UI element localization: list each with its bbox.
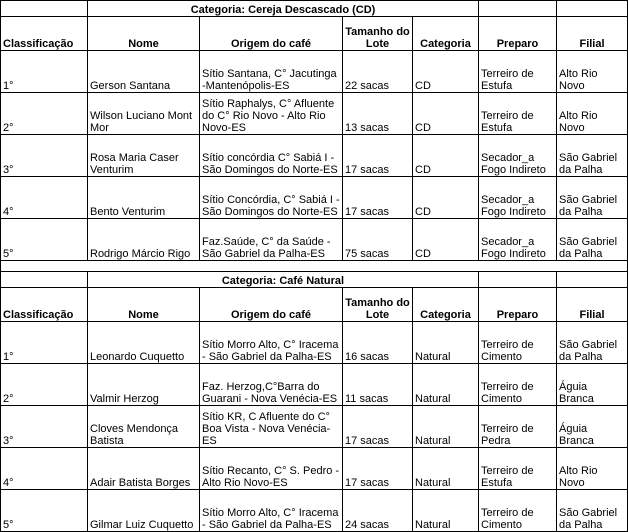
table-cell[interactable]: Sítio Morro Alto, C° Iracema - São Gabriel da Palha-ES xyxy=(200,322,343,364)
table-cell[interactable]: 24 sacas xyxy=(343,490,413,532)
table-cell[interactable]: 2° xyxy=(1,364,88,406)
column-header[interactable]: Origem do café xyxy=(200,288,343,322)
table-cell[interactable]: Sítio KR, C Afluente do C° Boa Vista - Nova Venécia-ES xyxy=(200,406,343,448)
table-row xyxy=(1,51,628,93)
blank-cell[interactable] xyxy=(1,1,88,17)
table-cell[interactable]: Faz.Saúde, C° da Saúde - São Gabriel da Palha-ES xyxy=(200,219,343,261)
table-cell[interactable]: Secador_a Fogo Indireto xyxy=(479,219,557,261)
column-header[interactable]: Preparo xyxy=(479,288,557,322)
blank-cell[interactable] xyxy=(557,1,628,17)
table-cell[interactable]: 2° xyxy=(1,93,88,135)
table-cell[interactable]: Natural xyxy=(413,322,479,364)
table-cell[interactable]: Alto Rio Novo xyxy=(557,448,628,490)
table-cell[interactable]: 3° xyxy=(1,135,88,177)
table-cell[interactable]: Sítio Concórdia, C° Sabiá I - São Domingos do Norte-ES xyxy=(200,177,343,219)
table-cell[interactable]: São Gabriel da Palha xyxy=(557,135,628,177)
column-header[interactable]: Nome xyxy=(88,288,200,322)
table-cell[interactable]: Alto Rio Novo xyxy=(557,93,628,135)
table-cell[interactable]: Sítio Raphalys, C° Afluente do C° Rio Novo - Alto Rio Novo-ES xyxy=(200,93,343,135)
blank-cell[interactable] xyxy=(557,272,628,288)
table-cell[interactable]: Terreiro de Estufa xyxy=(479,51,557,93)
blank-cell[interactable] xyxy=(479,1,557,17)
table-cell[interactable]: 5° xyxy=(1,219,88,261)
table-cell[interactable]: São Gabriel da Palha xyxy=(557,219,628,261)
table-cell[interactable]: Sítio concórdia C° Sabiá I - São Domingos do Norte-ES xyxy=(200,135,343,177)
table-cell[interactable]: 1° xyxy=(1,322,88,364)
table-cell[interactable]: 1° xyxy=(1,51,88,93)
table-row xyxy=(1,322,628,364)
table-cell[interactable]: 16 sacas xyxy=(343,322,413,364)
table-cell[interactable]: CD xyxy=(413,219,479,261)
column-header[interactable]: Filial xyxy=(557,17,628,51)
table-cell[interactable]: Sítio Morro Alto, C° Iracema - São Gabriel da Palha-ES xyxy=(200,490,343,532)
table-cell[interactable]: Natural xyxy=(413,364,479,406)
table-cell[interactable]: Terreiro de Pedra xyxy=(479,406,557,448)
table-cell[interactable]: 17 sacas xyxy=(343,448,413,490)
table-cell[interactable]: Natural xyxy=(413,406,479,448)
table-cell[interactable]: Terreiro de Estufa xyxy=(479,448,557,490)
table-cell[interactable]: CD xyxy=(413,177,479,219)
table-cell[interactable]: Cloves Mendonça Batista xyxy=(88,406,200,448)
table-row xyxy=(1,364,628,406)
table-cell[interactable]: Terreiro de Cimento xyxy=(479,322,557,364)
table-cell[interactable]: Rodrigo Márcio Rigo xyxy=(88,219,200,261)
category-row xyxy=(1,1,628,17)
table-row xyxy=(1,448,628,490)
table-cell[interactable]: 22 sacas xyxy=(343,51,413,93)
column-header[interactable]: Origem do café xyxy=(200,17,343,51)
column-header[interactable]: Classificação xyxy=(1,17,88,51)
table-row xyxy=(1,219,628,261)
table-cell[interactable]: Terreiro de Cimento xyxy=(479,364,557,406)
table-cell[interactable]: 75 sacas xyxy=(343,219,413,261)
table-cell[interactable]: 17 sacas xyxy=(343,177,413,219)
blank-cell[interactable] xyxy=(479,272,557,288)
table-cell[interactable]: 3° xyxy=(1,406,88,448)
table-cell[interactable]: Natural xyxy=(413,448,479,490)
table-cell[interactable]: 5° xyxy=(1,490,88,532)
table-cell[interactable]: Secador_a Fogo Indireto xyxy=(479,177,557,219)
table-cell[interactable]: 4° xyxy=(1,177,88,219)
table-cell[interactable]: Terreiro de Estufa xyxy=(479,93,557,135)
table-cell[interactable]: Adair Batista Borges xyxy=(88,448,200,490)
table-cell[interactable]: CD xyxy=(413,51,479,93)
table-row xyxy=(1,406,628,448)
table-cell[interactable]: Sítio Recanto, C° S. Pedro - Alto Rio Novo-ES xyxy=(200,448,343,490)
table-cell[interactable]: Águia Branca xyxy=(557,364,628,406)
table-cell[interactable]: Gilmar Luiz Cuquetto xyxy=(88,490,200,532)
column-header[interactable]: Categoria xyxy=(413,288,479,322)
spacer-cell xyxy=(1,261,628,272)
table-cell[interactable]: Bento Venturim xyxy=(88,177,200,219)
table-cell[interactable]: 11 sacas xyxy=(343,364,413,406)
column-header[interactable]: Preparo xyxy=(479,17,557,51)
table-row xyxy=(1,490,628,532)
table-cell[interactable]: Leonardo Cuquetto xyxy=(88,322,200,364)
table-cell[interactable]: Natural xyxy=(413,490,479,532)
column-header[interactable]: Classificação xyxy=(1,288,88,322)
table-cell[interactable]: Secador_a Fogo Indireto xyxy=(479,135,557,177)
table-cell[interactable]: 13 sacas xyxy=(343,93,413,135)
table-cell[interactable]: Wilson Luciano Mont Mor xyxy=(88,93,200,135)
table-cell[interactable]: Terreiro de Cimento xyxy=(479,490,557,532)
category-title[interactable]: Categoria: Cereja Descascado (CD) xyxy=(88,1,479,17)
table-cell[interactable]: 17 sacas xyxy=(343,406,413,448)
table-cell[interactable]: Valmir Herzog xyxy=(88,364,200,406)
table-cell[interactable]: São Gabriel da Palha xyxy=(557,322,628,364)
table-cell[interactable]: CD xyxy=(413,135,479,177)
table-cell[interactable]: São Gabriel da Palha xyxy=(557,177,628,219)
table-row xyxy=(1,177,628,219)
table-row xyxy=(1,93,628,135)
table-cell[interactable]: 17 sacas xyxy=(343,135,413,177)
header-row xyxy=(1,17,628,51)
table-cell[interactable]: Gerson Santana xyxy=(88,51,200,93)
category-title[interactable]: Categoria: Café Natural xyxy=(88,272,479,288)
column-header[interactable]: Filial xyxy=(557,288,628,322)
blank-cell[interactable] xyxy=(1,272,88,288)
category-row xyxy=(1,272,628,288)
column-header[interactable]: Categoria xyxy=(413,17,479,51)
table-cell[interactable]: Faz. Herzog,C°Barra do Guarani - Nova Venécia-ES xyxy=(200,364,343,406)
table-cell[interactable]: 4° xyxy=(1,448,88,490)
table-cell[interactable]: Rosa Maria Caser Venturim xyxy=(88,135,200,177)
table-row xyxy=(1,135,628,177)
table-cell[interactable]: São Gabriel da Palha xyxy=(557,490,628,532)
table-cell[interactable]: CD xyxy=(413,93,479,135)
header-row xyxy=(1,288,628,322)
spacer-row xyxy=(1,261,628,272)
table-cell[interactable]: Águia Branca xyxy=(557,406,628,448)
table-cell[interactable]: Sítio Santana, C° Jacutinga -Mantenópolis-ES xyxy=(200,51,343,93)
column-header[interactable]: Tamanho do Lote xyxy=(343,288,413,322)
column-header[interactable]: Tamanho do Lote xyxy=(343,17,413,51)
column-header[interactable]: Nome xyxy=(88,17,200,51)
table-cell[interactable]: Alto Rio Novo xyxy=(557,51,628,93)
